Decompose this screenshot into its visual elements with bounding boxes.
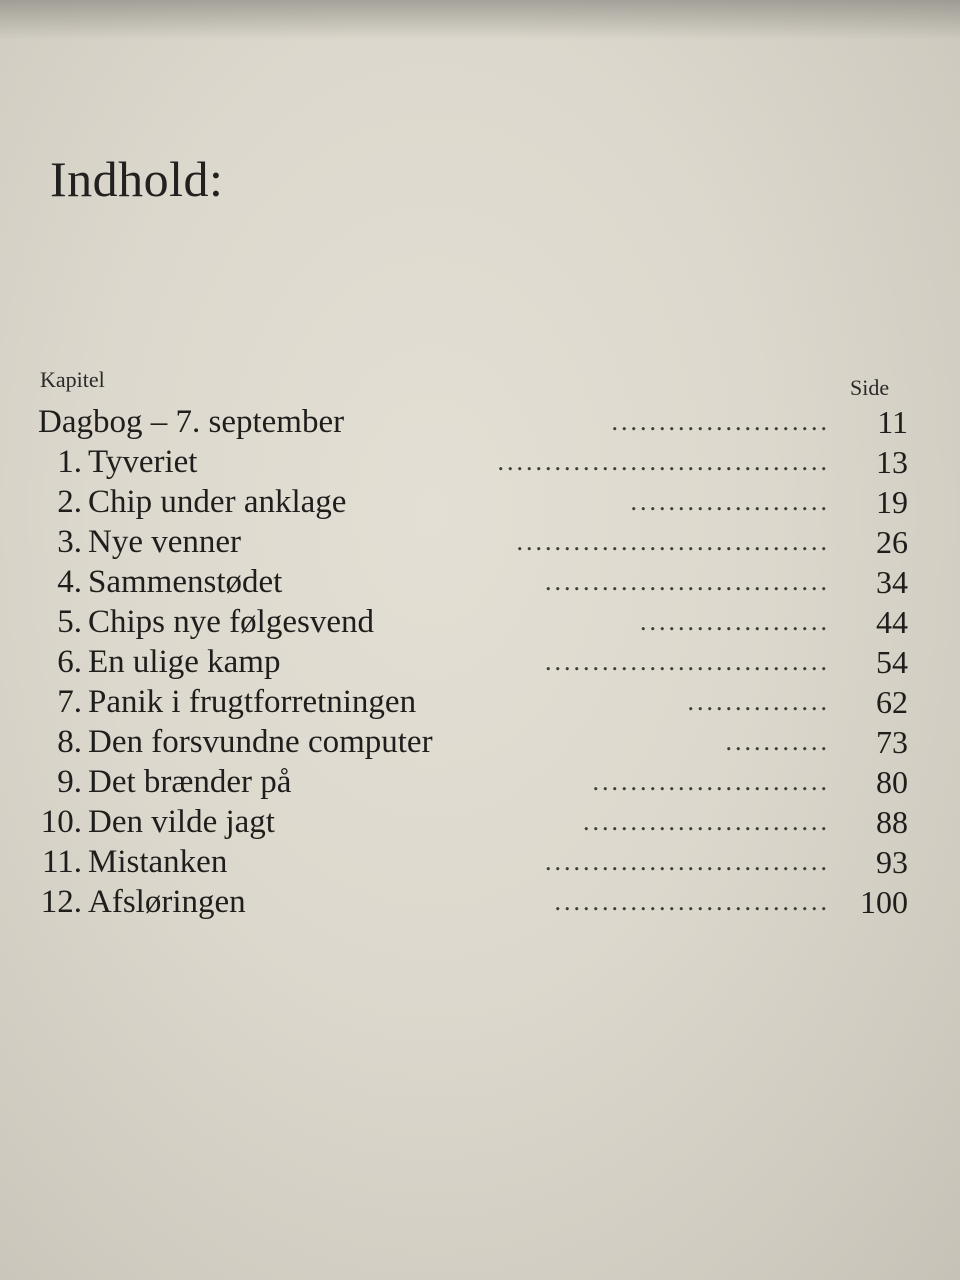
- dot-leader: .....................: [630, 487, 830, 516]
- page-column-label: Side: [850, 375, 890, 400]
- chapter-title: Chips nye følgesvend: [88, 604, 374, 640]
- chapter-number: 10.: [40, 804, 82, 840]
- chapter-number: 6.: [57, 644, 82, 680]
- chapter-title: Mistanken: [88, 844, 228, 880]
- dot-leader: ..............................: [545, 847, 830, 876]
- dot-leader: .................................: [516, 527, 830, 556]
- page-number: 34: [876, 564, 908, 600]
- toc-entry: [20, 802, 920, 842]
- dot-leader: ..........................: [583, 807, 830, 836]
- chapter-number: 12.: [40, 884, 82, 920]
- page-number: 11: [877, 404, 908, 440]
- toc-entry: [20, 882, 920, 922]
- chapter-title: Dagbog – 7. september: [38, 404, 345, 440]
- page-number: 88: [876, 804, 908, 840]
- chapter-number: 11.: [41, 844, 82, 880]
- page-number: 13: [876, 444, 908, 480]
- dot-leader: ...........: [725, 727, 830, 756]
- page-number: 100: [860, 884, 908, 920]
- toc-entry: [20, 602, 920, 642]
- chapter-number: 2.: [57, 484, 82, 520]
- toc-entry: [20, 762, 920, 802]
- chapter-title: Chip under anklage: [88, 484, 347, 520]
- page-number: 54: [876, 644, 908, 680]
- dot-leader: .............................: [554, 887, 830, 916]
- chapter-title: Afsløringen: [88, 884, 246, 920]
- chapter-title: Panik i frugtforretningen: [88, 684, 417, 720]
- dot-leader: ..............................: [545, 567, 830, 596]
- chapter-column-label: Kapitel: [40, 367, 105, 392]
- page-number: 44: [876, 604, 908, 640]
- toc-entry: [20, 522, 920, 562]
- table-of-contents: [20, 402, 920, 922]
- toc-entry: [20, 402, 920, 442]
- chapter-title: Sammenstødet: [88, 564, 283, 600]
- page-number: 73: [876, 724, 908, 760]
- dot-leader: ....................: [640, 607, 830, 636]
- dot-leader: .........................: [592, 767, 830, 796]
- dot-leader: ...................................: [497, 447, 830, 476]
- chapter-number: 1.: [57, 444, 82, 480]
- chapter-title: Tyveriet: [88, 444, 198, 480]
- chapter-title: Det brænder på: [88, 764, 292, 800]
- page-title: Indhold:: [50, 151, 224, 207]
- chapter-number: 7.: [57, 684, 82, 720]
- chapter-number: 8.: [57, 724, 82, 760]
- dot-leader: ...............: [687, 687, 830, 716]
- toc-entry: [20, 682, 920, 722]
- chapter-title: Den vilde jagt: [88, 804, 275, 840]
- chapter-number: 3.: [57, 524, 82, 560]
- chapter-title: Den forsvundne computer: [88, 724, 433, 760]
- page-number: 62: [876, 684, 908, 720]
- chapter-title: En ulige kamp: [88, 644, 281, 680]
- page-number: 26: [876, 524, 908, 560]
- dot-leader: .......................: [611, 407, 830, 436]
- toc-entry: [20, 442, 920, 482]
- page-number: 80: [876, 764, 908, 800]
- page-number: 19: [876, 484, 908, 520]
- chapter-number: 4.: [57, 564, 82, 600]
- chapter-title: Nye venner: [88, 524, 242, 560]
- page-number: 93: [876, 844, 908, 880]
- chapter-number: 5.: [57, 604, 82, 640]
- dot-leader: ..............................: [545, 647, 830, 676]
- toc-entry: [20, 642, 920, 682]
- toc-entry: [20, 482, 920, 522]
- toc-entry: [20, 562, 920, 602]
- toc-entry: [20, 842, 920, 882]
- toc-entry: [20, 722, 920, 762]
- chapter-number: 9.: [57, 764, 82, 800]
